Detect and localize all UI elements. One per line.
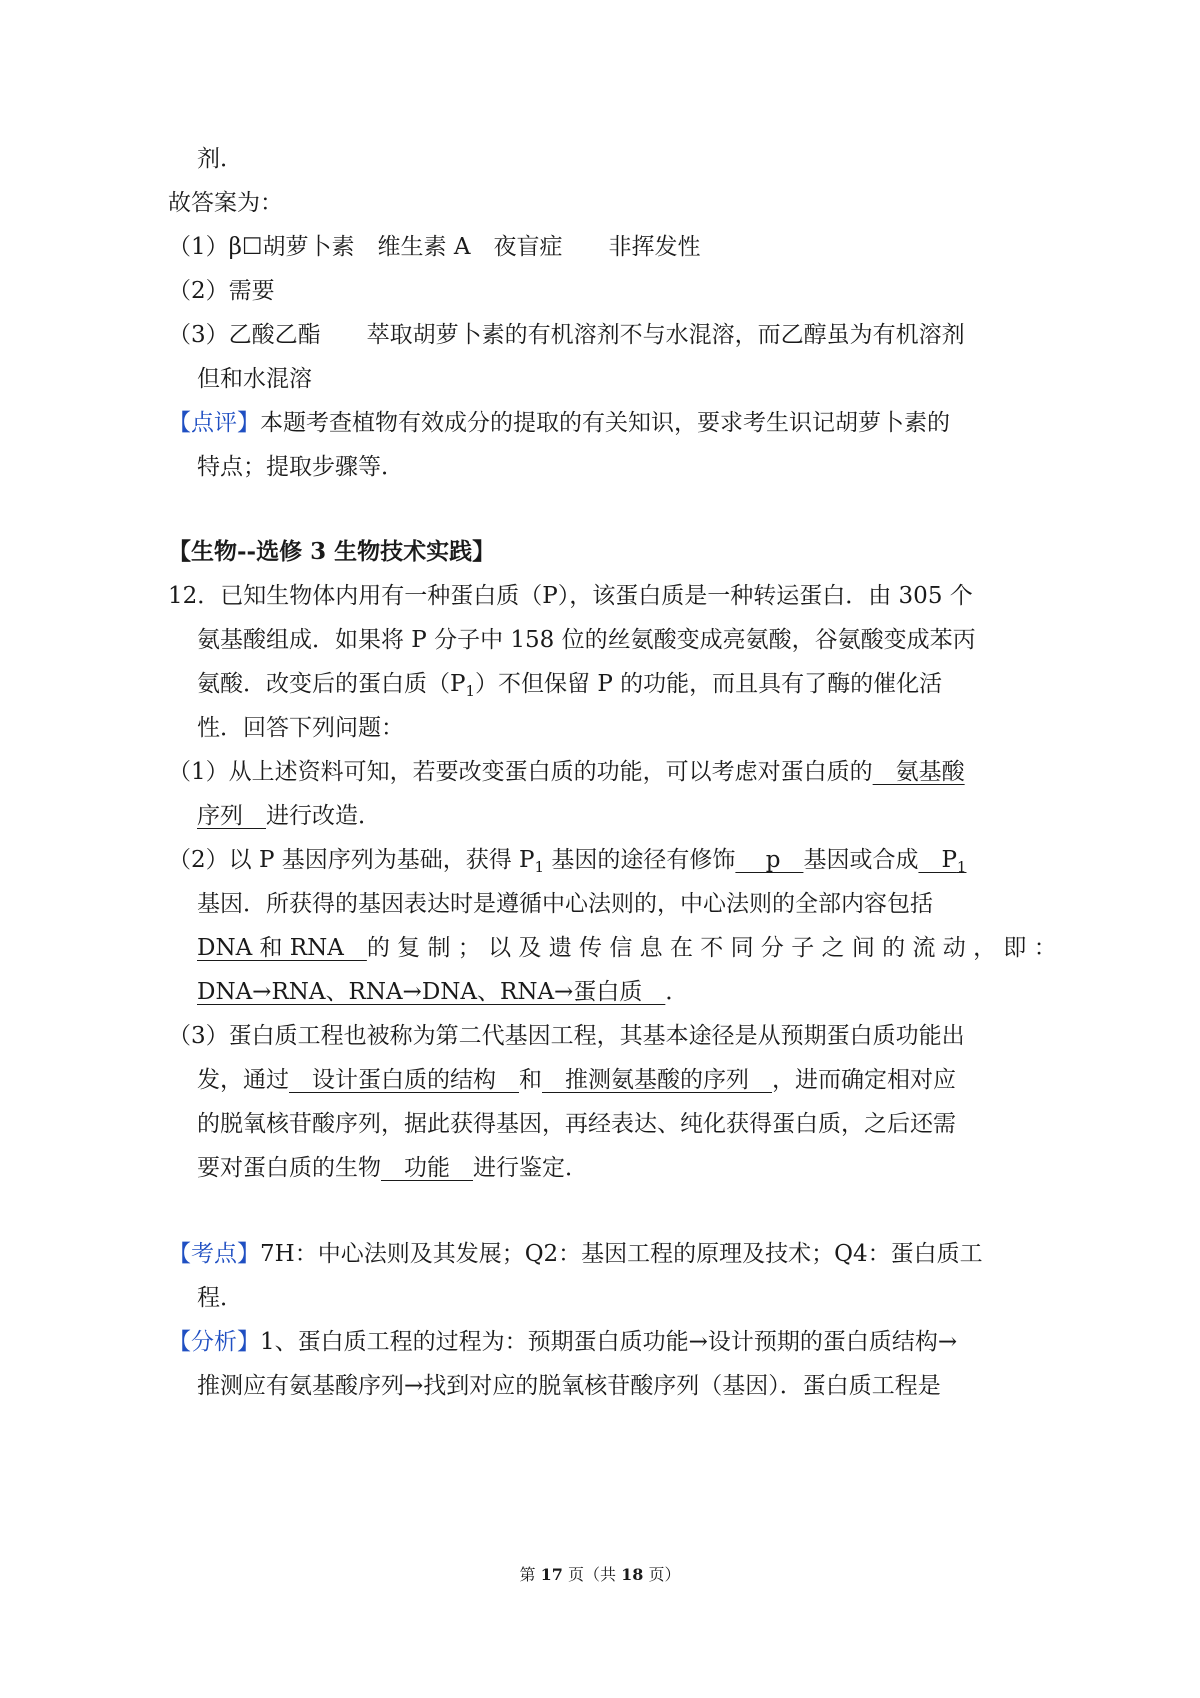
part2-line: DNA→RNA、RNA→DNA、RNA→蛋白质 ． [197, 979, 689, 1005]
part1-line: （1）从上述资料可知，若要改变蛋白质的功能，可以考虑对蛋白质的 氨基酸 [168, 759, 965, 785]
part3-line: 的脱氧核苷酸序列，据此获得基因，再经表达、纯化获得蛋白质，之后还需 [197, 1111, 956, 1137]
part3-line: 要对蛋白质的生物 功能 进行鉴定． [197, 1155, 588, 1181]
part1-line: 序列 进行改造． [197, 803, 381, 829]
answer-blank: 设计蛋白质的结构 [289, 1067, 519, 1093]
answer-blank: 功能 [381, 1155, 473, 1181]
question-line: 性．回答下列问题： [197, 715, 404, 741]
section-heading: 【生物--选修 3 生物技术实践】 [168, 538, 496, 565]
page-footer: 第 17 页（共 18 页） [519, 1565, 681, 1584]
text-line: 但和水混溶 [197, 366, 312, 392]
answer-blank: DNA→RNA、RNA→DNA、RNA→蛋白质 [197, 979, 666, 1005]
part2-line: （2）以 P 基因序列为基础，获得 $P_1$ 基因的途径有修饰 p 基因或合成 $P_1$ [168, 847, 967, 876]
answer-line-1: （1）β☐胡萝卜素 维生素 A 夜盲症 非挥发性 [168, 234, 701, 260]
text-line: 故答案为： [168, 190, 283, 216]
fenxi-tag: 【分析】 [168, 1329, 260, 1355]
part3-line: 发，通过 设计蛋白质的结构 和 推测氨基酸的序列 ，进而确定相对应 [197, 1067, 956, 1093]
page-number: 17 [540, 1565, 563, 1584]
fenxi-line: 【分析】1、蛋白质工程的过程为：预期蛋白质功能→设计预期的蛋白质结构→ [168, 1329, 958, 1355]
comment-line: 【点评】本题考查植物有效成分的提取的有关知识，要求考生识记胡萝卜素的 [168, 410, 950, 436]
page-total: 18 [621, 1565, 644, 1584]
answer-blank: 序列 [197, 803, 266, 829]
question-line: 12．已知生物体内用有一种蛋白质（P），该蛋白质是一种转运蛋白．由 305 个 [168, 583, 973, 609]
part3-line: （3）蛋白质工程也被称为第二代基因工程，其基本途径是从预期蛋白质功能出 [168, 1023, 965, 1049]
part2-line: DNA 和 RNA 的 复 制 ； 以 及 遗 传 信 息 在 不 同 分 子 之 间 的 流 动 ， 即 ： [197, 935, 1057, 961]
question-line: 氨基酸组成．如果将 P 分子中 158 位的丝氨酸变成亮氨酸，谷氨酸变成苯丙 [197, 627, 976, 653]
text-line: 特点；提取步骤等． [197, 454, 404, 480]
answer-line-3: （3）乙酸乙酯 萃取胡萝卜素的有机溶剂不与水混溶，而乙醇虽为有机溶剂 [168, 322, 965, 348]
answer-blank: 氨基酸 [872, 759, 965, 785]
answer-blank: DNA 和 RNA [197, 935, 367, 961]
kaodian-tag: 【考点】 [168, 1241, 260, 1267]
answer-blank: 推测氨基酸的序列 [542, 1067, 772, 1093]
part2-line: 基因．所获得的基因表达时是遵循中心法则的，中心法则的全部内容包括 [197, 891, 933, 917]
answer-blank: $P_1$ [918, 847, 967, 876]
text-line: 推测应有氨基酸序列→找到对应的脱氧核苷酸序列（基因）．蛋白质工程是 [197, 1373, 941, 1399]
question-line: 氨酸．改变后的蛋白质$(P_1)$不但保留 P 的功能，而且具有了酶的催化活 [197, 671, 943, 700]
text-line: 剂． [197, 146, 243, 172]
kaodian-line: 【考点】7H：中心法则及其发展；Q2：基因工程的原理及技术；Q4：蛋白质工 [168, 1241, 983, 1267]
comment-tag: 【点评】 [168, 410, 260, 436]
text-line: 程． [197, 1285, 243, 1311]
answer-line-2: （2）需要 [168, 278, 275, 304]
answer-blank: p [735, 847, 804, 873]
